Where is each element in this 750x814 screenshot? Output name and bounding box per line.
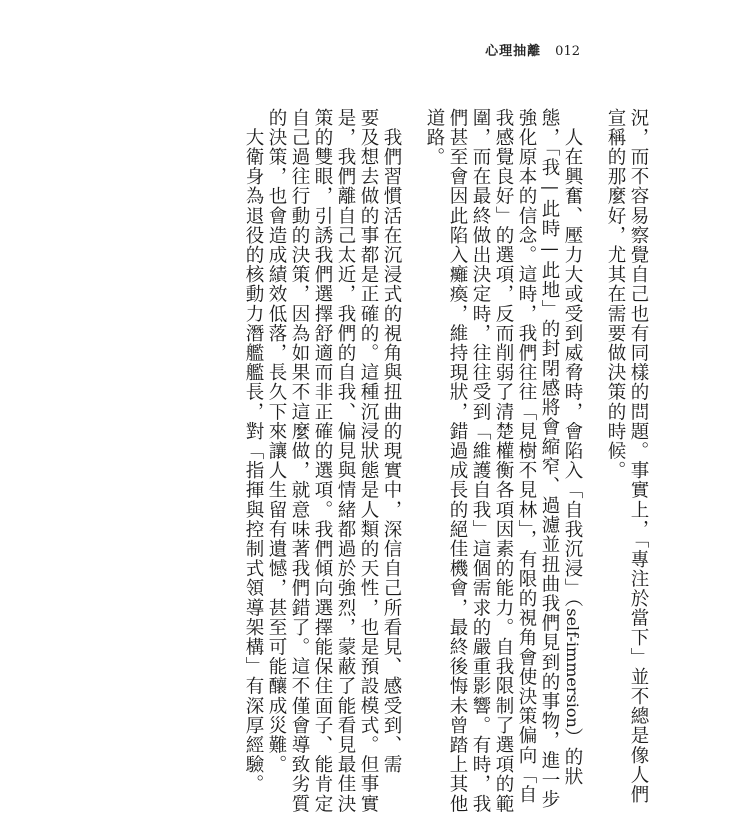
text-fragment: ）的狀 (562, 727, 583, 787)
page-number: 012 (555, 44, 580, 59)
text-column: 自己過往行動的決策，因為如果不這麼做，就意味著我們錯了。這不僅會導致劣質 (289, 108, 310, 814)
body-text (242, 108, 650, 814)
text-column: 態，「我—此時—此地」的封閉感將會縮窄、過濾並扭曲我們見到的事物，進一步 (539, 108, 560, 810)
latin-term: self-immersion (563, 608, 582, 728)
running-book-title: 心理抽離 (485, 44, 542, 59)
page-header (485, 44, 580, 60)
text-column: 們甚至會因此陷入癱瘓，維持現狀，錯過成長的絕佳機會，最終後悔未曾踏上其他 (447, 108, 468, 814)
text-fragment: 人在興奮、壓力大或受到威脅時，會陷入「自我沉浸」（ (562, 108, 583, 609)
text-column: 的決策，也會造成績效低落，長久下來讓人生留有遺憾，甚至可能釀成災難。 (266, 108, 287, 775)
text-column: 強化原本的信念。這時，我們往往「見樹不見林」，有限的視角會使決策偏向「自 (516, 108, 537, 805)
text-column: 要及想去做的事都是正確的。這種沉浸狀態是人類的天性，也是預設模式。但事實 (358, 108, 379, 814)
text-column: 圍，而在最終做出決定時，往往受到「維護自我」這個需求的嚴重影響。有時，我 (470, 108, 491, 814)
text-column: 我感覺良好」的選項，反而削弱了清楚權衡各項因素的能力。自我限制了選項的範 (493, 108, 514, 814)
text-column: 策的雙眼，引誘我們選擇舒適而非正確的選項。我們傾向選擇能保住面子、能肯定 (312, 108, 333, 814)
text-column: 大衛身為退役的核動力潛艦艦長，對「指揮與控制式領導架構」有深厚經驗。 (243, 108, 264, 794)
text-column: 是，我們離自己太近，我們的自我、偏見與情緒都過於強烈，蒙蔽了能看見最佳決 (335, 108, 356, 814)
text-column (561, 108, 584, 787)
text-column: 宣稱的那麼好，尤其在需要做決策的時候。 (605, 108, 626, 481)
text-column: 我們習慣活在沉浸式的視角與扭曲的現實中，深信自己所看見、感受到、需 (381, 108, 402, 775)
text-column: 道路。 (424, 108, 445, 167)
text-column: 況，而不容易察覺自己也有同樣的問題。事實上，「專注於當下」並不總是像人們 (628, 108, 649, 805)
